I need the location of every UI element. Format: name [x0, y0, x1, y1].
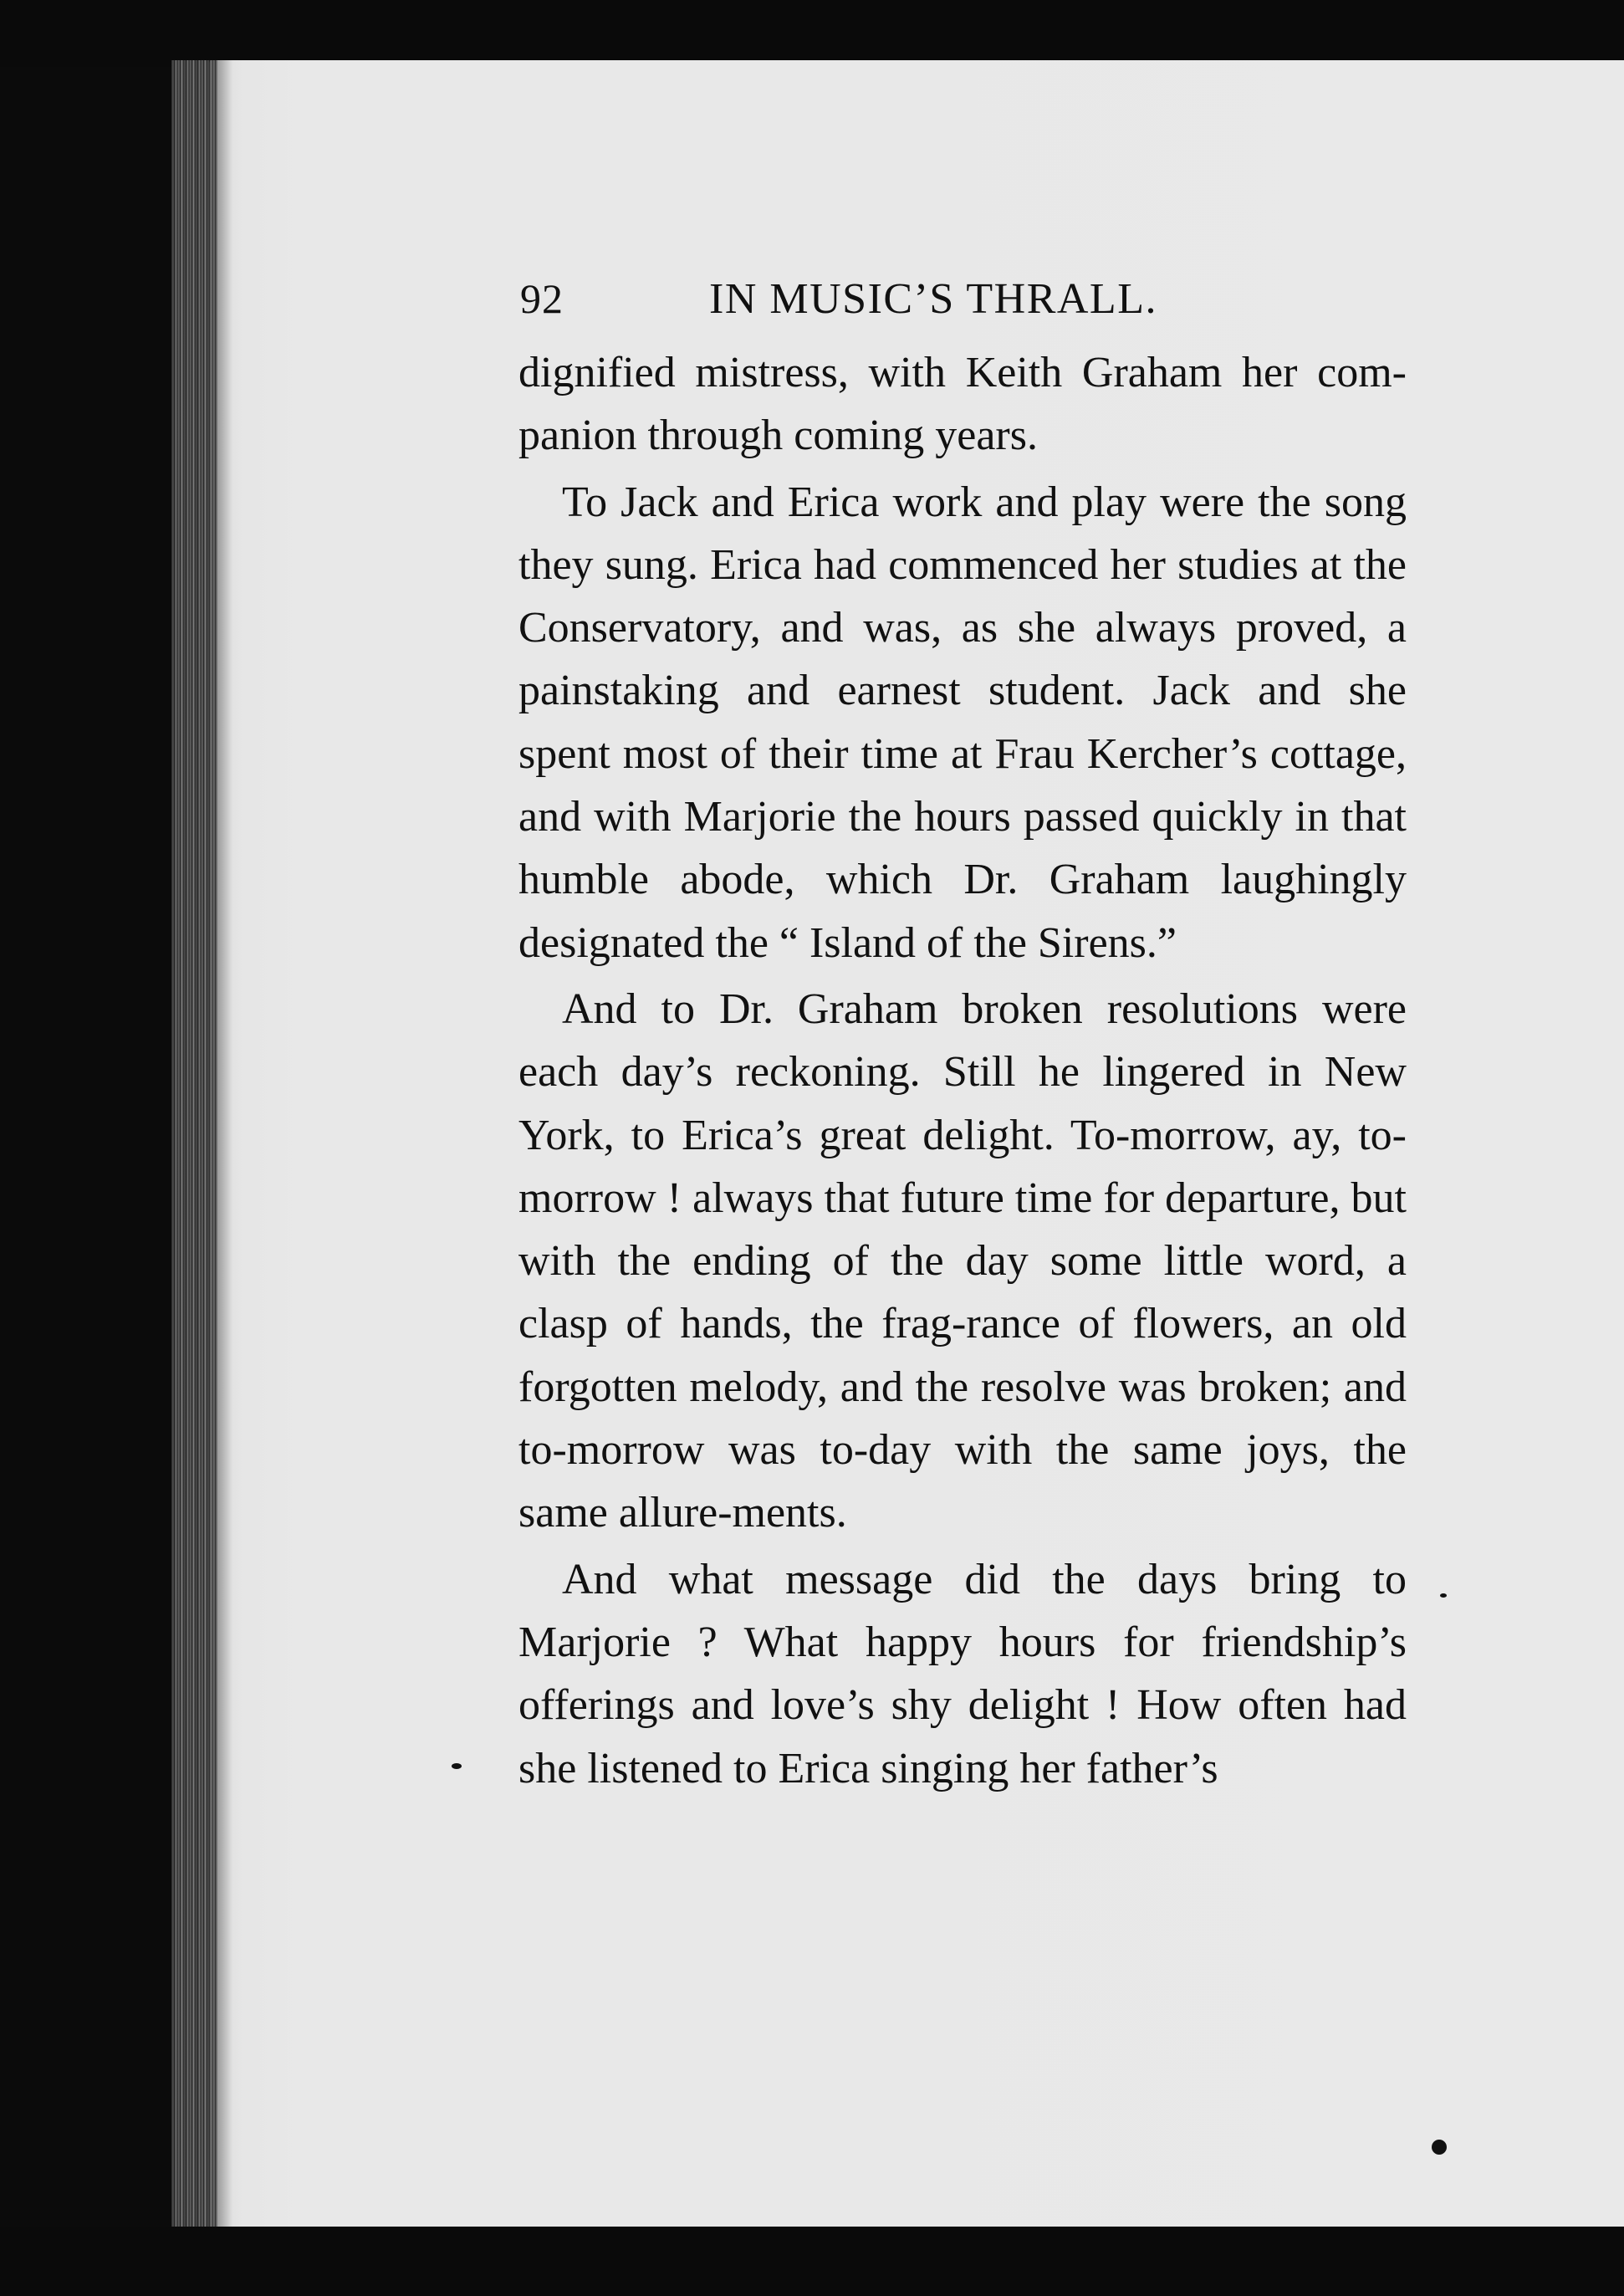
page-number: 92	[520, 275, 564, 322]
paragraph-4: And what message did the days bring to Marjorie ? What happy hours for friendship’s offerings and love’s shy delight ! How often had she listened to Erica singing her father’s	[518, 1555, 1407, 1792]
ink-speck	[452, 1763, 462, 1769]
running-title: IN MUSIC’S THRALL.	[709, 275, 1157, 323]
running-head	[518, 266, 1407, 341]
scan-top-border	[0, 0, 1624, 67]
gutter-shadow	[216, 60, 232, 2227]
paragraph-3: And to Dr. Graham broken resolutions were each day’s reckoning. Still he lingered in New York, to Erica’s great delight. To-morrow, ay, to-morrow ! always that future time for departure, but with the ending of the day some little word, a clasp of hands, the frag-rance of flowers, an old forgotten melody, and the resolve was broken; and to-morrow was to-day with the same joys, the same allure-ments.	[518, 984, 1407, 1537]
scan-bottom-border	[0, 2227, 1624, 2296]
paragraph-1: dignified mistress, with Keith Graham her com-panion through coming years.	[518, 349, 1407, 460]
page-text	[518, 266, 1407, 1800]
book-binding-edge	[171, 60, 217, 2227]
paragraph-2: To Jack and Erica work and play were the song they sung. Erica had commenced her studies at the Conservatory, and was, as she always proved, a painstaking and earnest student. Jack and she spent most of their time at Frau Kercher’s cottage, and with Marjorie the hours passed quickly in that humble abode, which Dr. Graham laughingly designated the “ Island of the Sirens.”	[518, 478, 1407, 967]
ink-speck	[1440, 1593, 1447, 1598]
ink-speck	[1432, 2140, 1447, 2155]
